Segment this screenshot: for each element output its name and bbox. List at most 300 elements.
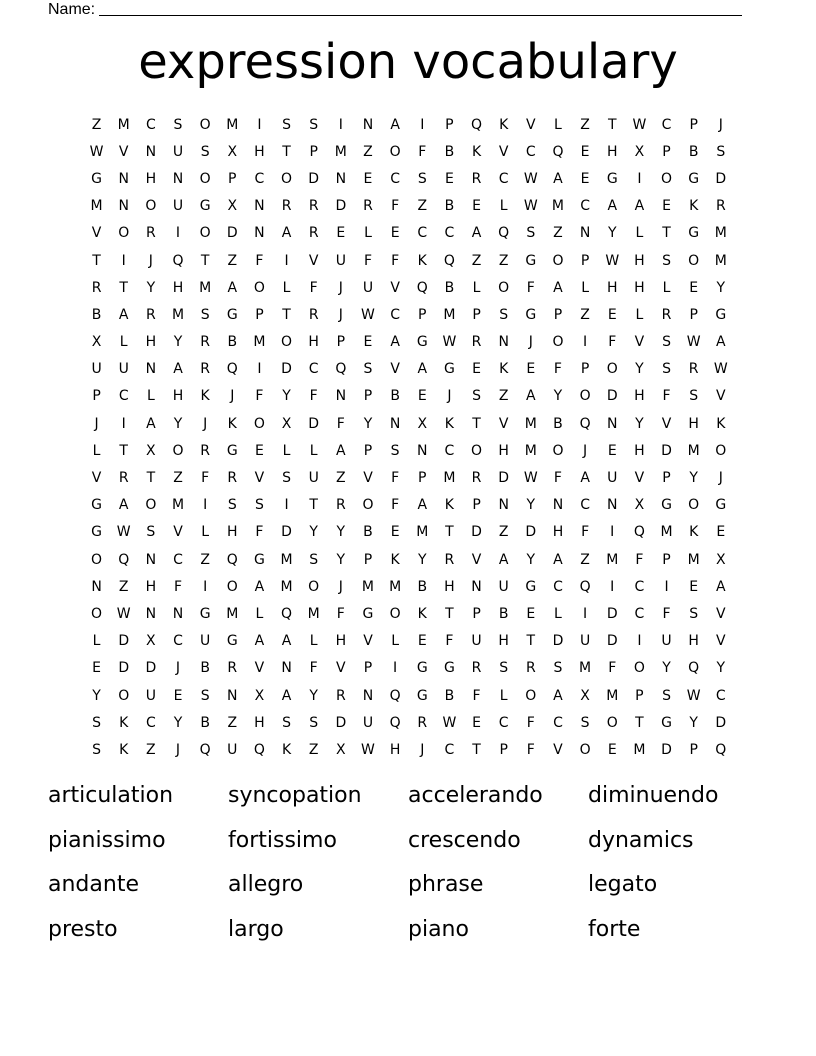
grid-letter: H	[254, 714, 265, 731]
grid-letter: G	[416, 334, 428, 351]
grid-letter: R	[471, 170, 482, 187]
grid-letter: K	[417, 605, 427, 622]
grid-letter: V	[390, 279, 400, 296]
grid-letter: P	[689, 741, 698, 758]
grid-letter: X	[634, 497, 645, 514]
grid-letter: U	[471, 633, 482, 650]
grid-letter: V	[390, 361, 400, 378]
grid-letter: W	[523, 470, 538, 487]
grid-letter: Q	[226, 551, 238, 568]
grid-letter: U	[227, 741, 238, 758]
grid-letter: O	[281, 334, 293, 351]
grid-letter: F	[526, 279, 535, 296]
grid-letter: A	[173, 361, 183, 378]
grid-letter: F	[662, 605, 671, 622]
grid-letter: K	[417, 252, 427, 269]
grid-letter: Y	[635, 415, 644, 432]
grid-letter: Q	[281, 605, 293, 622]
grid-letter: Y	[336, 524, 346, 541]
grid-letter: O	[579, 741, 591, 758]
grid-letter: R	[363, 198, 373, 215]
grid-letter: Z	[580, 116, 590, 133]
grid-letter: Z	[498, 252, 509, 269]
grid-letter: M	[90, 198, 103, 215]
grid-letter: E	[607, 442, 617, 459]
grid-letter: E	[472, 198, 481, 215]
grid-letter: M	[714, 252, 727, 269]
grid-letter: G	[525, 252, 537, 269]
grid-letter: Y	[553, 388, 563, 405]
grid-letter: U	[607, 470, 618, 487]
word-bank-item: diminuendo	[588, 783, 719, 808]
grid-letter: P	[689, 116, 698, 133]
grid-letter: D	[118, 660, 130, 677]
grid-letter: Y	[363, 415, 373, 432]
word-bank-item: phrase	[408, 872, 484, 897]
grid-letter: F	[608, 334, 617, 351]
grid-letter: T	[472, 415, 481, 432]
grid-letter: N	[335, 388, 347, 405]
grid-letter: E	[444, 170, 454, 187]
grid-letter: T	[472, 741, 481, 758]
grid-letter: C	[634, 605, 645, 622]
grid-letter: Y	[716, 279, 726, 296]
grid-letter: Q	[416, 279, 428, 296]
grid-letter: S	[526, 225, 536, 242]
grid-letter: D	[606, 633, 618, 650]
grid-letter: Q	[498, 225, 510, 242]
grid-letter: O	[362, 497, 374, 514]
grid-letter: E	[173, 687, 183, 704]
grid-letter: F	[201, 470, 210, 487]
grid-letter: X	[716, 551, 726, 568]
grid-letter: A	[281, 633, 292, 650]
grid-letter: V	[498, 143, 509, 160]
grid-letter: D	[498, 470, 510, 487]
grid-letter: T	[607, 116, 617, 133]
grid-letter: V	[363, 633, 373, 650]
grid-letter: H	[254, 143, 265, 160]
grid-letter: N	[389, 415, 401, 432]
grid-letter: M	[171, 497, 185, 514]
grid-letter: E	[580, 170, 590, 187]
grid-letter: X	[146, 442, 156, 459]
grid-letter: S	[227, 497, 237, 514]
grid-letter: M	[226, 116, 239, 133]
grid-letter: M	[443, 470, 456, 487]
grid-letter: F	[255, 388, 264, 405]
grid-letter: C	[661, 116, 672, 133]
grid-letter: M	[334, 143, 347, 160]
grid-letter: Z	[498, 388, 509, 405]
grid-letter: E	[417, 633, 427, 650]
grid-letter: L	[92, 442, 101, 459]
grid-letter: C	[308, 361, 319, 378]
grid-letter: G	[91, 170, 102, 187]
grid-letter: Z	[118, 578, 129, 595]
grid-letter: T	[445, 524, 454, 541]
grid-letter: C	[553, 578, 563, 595]
grid-letter: F	[309, 279, 318, 296]
grid-letter: I	[175, 225, 181, 242]
grid-letter: E	[689, 279, 699, 296]
grid-letter: V	[336, 660, 346, 677]
grid-letter: E	[363, 334, 373, 351]
grid-letter: N	[145, 361, 157, 378]
grid-letter: Z	[336, 470, 346, 487]
grid-letter: L	[282, 442, 291, 459]
grid-letter: S	[662, 361, 671, 378]
word-bank-item: articulation	[48, 783, 174, 808]
grid-letter: J	[583, 442, 588, 459]
grid-letter: H	[634, 442, 645, 459]
grid-letter: X	[417, 415, 428, 432]
grid-letter: X	[336, 741, 346, 758]
grid-letter: E	[472, 714, 481, 731]
grid-letter: Y	[526, 551, 536, 568]
grid-letter: I	[583, 605, 588, 622]
grid-letter: G	[661, 497, 672, 514]
grid-letter: Z	[227, 714, 238, 731]
grid-letter: R	[308, 306, 319, 323]
grid-letter: Y	[716, 660, 726, 677]
grid-letter: V	[118, 143, 129, 160]
grid-letter: M	[280, 551, 293, 568]
grid-letter: N	[227, 687, 238, 704]
grid-letter: T	[635, 714, 644, 731]
grid-letter: K	[471, 143, 482, 160]
grid-letter: F	[553, 361, 562, 378]
grid-letter: L	[201, 524, 210, 541]
grid-letter: H	[552, 524, 564, 541]
grid-letter: U	[308, 470, 319, 487]
grid-letter: A	[254, 578, 265, 595]
grid-letter: F	[255, 252, 264, 269]
grid-letter: K	[499, 116, 509, 133]
grid-letter: U	[200, 633, 211, 650]
grid-letter: C	[580, 198, 590, 215]
grid-letter: F	[526, 714, 535, 731]
grid-letter: R	[145, 225, 156, 242]
grid-letter: T	[662, 225, 671, 242]
grid-letter: U	[579, 633, 591, 650]
grid-letter: S	[689, 605, 699, 622]
grid-letter: F	[553, 470, 562, 487]
grid-letter: Q	[552, 143, 564, 160]
grid-letter: E	[526, 605, 536, 622]
grid-letter: U	[172, 143, 184, 160]
grid-letter: U	[118, 361, 129, 378]
grid-letter: P	[635, 687, 644, 704]
grid-letter: V	[716, 633, 726, 650]
grid-letter: R	[308, 225, 319, 242]
grid-letter: N	[118, 170, 129, 187]
grid-letter: F	[255, 524, 264, 541]
grid-letter: F	[173, 578, 183, 595]
grid-letter: L	[255, 605, 264, 622]
grid-letter: M	[117, 116, 130, 133]
grid-letter: R	[200, 442, 210, 459]
grid-letter: W	[713, 361, 728, 378]
grid-letter: L	[554, 605, 562, 622]
grid-letter: G	[226, 633, 238, 650]
grid-letter: Q	[579, 415, 591, 432]
grid-letter: U	[335, 252, 346, 269]
grid-letter: S	[200, 306, 210, 323]
grid-letter: O	[633, 660, 645, 677]
grid-letter: F	[391, 198, 400, 215]
grid-letter: D	[281, 524, 292, 541]
grid-letter: C	[390, 306, 400, 323]
grid-letter: X	[227, 143, 238, 160]
grid-letter: A	[553, 279, 563, 296]
grid-letter: L	[309, 442, 318, 459]
grid-letter: N	[91, 578, 102, 595]
grid-letter: R	[91, 279, 102, 296]
grid-letter: A	[716, 578, 726, 595]
grid-letter: S	[309, 714, 319, 731]
grid-letter: B	[91, 306, 102, 323]
grid-letter: F	[608, 660, 617, 677]
grid-letter: S	[92, 741, 102, 758]
grid-letter: K	[119, 741, 129, 758]
grid-letter: Q	[335, 361, 347, 378]
grid-letter: Y	[282, 388, 291, 405]
grid-letter: N	[607, 415, 618, 432]
grid-letter: I	[664, 578, 669, 595]
grid-letter: J	[338, 279, 343, 296]
name-underline[interactable]	[99, 0, 742, 16]
grid-letter: S	[173, 116, 183, 133]
grid-letter: S	[390, 442, 400, 459]
grid-letter: P	[472, 497, 481, 514]
grid-letter: T	[309, 497, 318, 514]
grid-letter: M	[687, 442, 700, 459]
grid-letter: M	[389, 578, 402, 595]
grid-letter: E	[662, 198, 671, 215]
grid-letter: V	[91, 225, 102, 242]
grid-letter: I	[637, 633, 642, 650]
grid-letter: E	[254, 442, 264, 459]
grid-letter: R	[227, 660, 238, 677]
grid-letter: W	[605, 252, 620, 269]
grid-letter: M	[524, 442, 537, 459]
grid-letter: L	[146, 388, 155, 405]
word-bank-item: dynamics	[588, 827, 694, 853]
grid-letter: L	[364, 225, 372, 242]
grid-letter: G	[226, 442, 238, 459]
grid-letter: C	[118, 388, 129, 405]
word-bank-item: largo	[228, 916, 284, 942]
grid-letter: A	[417, 361, 428, 378]
grid-letter: L	[391, 633, 400, 650]
word-bank-item: fortissimo	[228, 827, 337, 853]
grid-letter: E	[716, 524, 726, 541]
grid-letter: I	[610, 524, 615, 541]
grid-letter: O	[552, 442, 564, 459]
grid-letter: S	[716, 143, 726, 160]
grid-letter: L	[662, 279, 671, 296]
grid-letter: I	[393, 660, 398, 677]
grid-letter: B	[444, 279, 455, 296]
grid-letter: F	[635, 551, 644, 568]
word-bank-item: legato	[588, 872, 658, 897]
grid-letter: K	[716, 415, 726, 432]
grid-letter: D	[308, 415, 320, 432]
grid-letter: R	[281, 198, 292, 215]
grid-letter: D	[715, 170, 727, 187]
grid-letter: B	[444, 198, 455, 215]
grid-letter: A	[146, 415, 156, 432]
grid-letter: E	[390, 225, 400, 242]
grid-letter: O	[471, 442, 483, 459]
grid-letter: R	[525, 660, 536, 677]
grid-letter: V	[471, 551, 482, 568]
grid-letter: W	[686, 687, 701, 704]
grid-letter: C	[145, 714, 156, 731]
grid-letter: J	[338, 306, 343, 323]
grid-letter: N	[145, 605, 157, 622]
grid-letter: F	[526, 741, 535, 758]
grid-letter: N	[172, 170, 184, 187]
grid-letter: E	[526, 361, 536, 378]
grid-letter: H	[145, 334, 157, 351]
grid-letter: L	[119, 334, 128, 351]
grid-letter: Y	[662, 660, 671, 677]
grid-letter: I	[284, 252, 289, 269]
grid-letter: E	[607, 741, 617, 758]
grid-letter: B	[200, 714, 210, 731]
grid-letter: K	[390, 551, 400, 568]
grid-letter: E	[580, 143, 590, 160]
grid-letter: C	[390, 170, 400, 187]
grid-letter: Z	[308, 741, 319, 758]
grid-letter: Q	[443, 252, 455, 269]
grid-letter: I	[284, 497, 289, 514]
grid-letter: S	[92, 714, 102, 731]
grid-letter: T	[445, 605, 454, 622]
grid-letter: D	[281, 361, 292, 378]
grid-letter: O	[145, 198, 157, 215]
grid-letter: V	[91, 470, 102, 487]
grid-letter: L	[499, 687, 508, 704]
grid-letter: L	[499, 198, 508, 215]
grid-letter: N	[254, 198, 265, 215]
grid-letter: G	[199, 605, 211, 622]
grid-letter: P	[255, 306, 264, 323]
grid-letter: E	[336, 225, 346, 242]
grid-letter: S	[282, 470, 291, 487]
grid-letter: L	[635, 225, 644, 242]
grid-letter: M	[171, 306, 185, 323]
grid-letter: M	[524, 415, 537, 432]
word-bank-item: andante	[48, 872, 139, 897]
grid-letter: A	[716, 334, 726, 351]
grid-letter: E	[689, 578, 699, 595]
grid-letter: K	[689, 198, 699, 215]
grid-letter: U	[172, 198, 184, 215]
grid-letter: S	[309, 116, 319, 133]
grid-letter: Q	[579, 578, 591, 595]
grid-letter: S	[580, 714, 590, 731]
grid-letter: Y	[526, 497, 536, 514]
grid-letter: R	[335, 687, 346, 704]
grid-letter: L	[309, 633, 318, 650]
grid-letter: J	[338, 578, 343, 595]
grid-letter: F	[418, 143, 427, 160]
grid-letter: G	[416, 660, 428, 677]
grid-letter: H	[606, 143, 618, 160]
grid-letter: S	[499, 306, 509, 323]
grid-letter: W	[89, 143, 104, 160]
word-bank-item: crescendo	[408, 827, 521, 853]
grid-letter: H	[498, 442, 509, 459]
grid-letter: G	[416, 687, 428, 704]
grid-letter: Q	[253, 741, 265, 758]
grid-letter: P	[445, 116, 454, 133]
grid-letter: Q	[389, 714, 401, 731]
grid-letter: J	[420, 741, 425, 758]
grid-letter: Y	[173, 415, 183, 432]
grid-letter: Z	[227, 252, 238, 269]
grid-letter: A	[526, 388, 536, 405]
grid-letter: C	[715, 687, 726, 704]
word-bank-item: presto	[48, 916, 118, 942]
grid-letter: P	[92, 388, 101, 405]
grid-letter: S	[553, 660, 563, 677]
grid-letter: L	[581, 279, 589, 296]
grid-letter: R	[200, 361, 210, 378]
grid-letter: R	[471, 660, 482, 677]
grid-letter: I	[583, 334, 588, 351]
grid-letter: K	[119, 714, 129, 731]
grid-letter: A	[118, 497, 129, 514]
grid-letter: Z	[417, 198, 428, 215]
page-title: expression vocabulary	[138, 34, 678, 90]
grid-letter: S	[662, 334, 671, 351]
grid-letter: D	[471, 524, 482, 541]
word-bank-item: allegro	[228, 872, 304, 897]
grid-letter: O	[389, 143, 401, 160]
grid-letter: R	[227, 470, 238, 487]
grid-letter: P	[662, 551, 671, 568]
grid-letter: K	[689, 524, 699, 541]
grid-letter: O	[199, 116, 211, 133]
grid-letter: G	[91, 497, 102, 514]
grid-letter: Q	[471, 116, 483, 133]
grid-letter: M	[606, 687, 619, 704]
grid-letter: J	[175, 741, 181, 758]
grid-letter: V	[498, 415, 509, 432]
grid-letter: W	[116, 605, 131, 622]
grid-letter: B	[200, 660, 210, 677]
grid-letter: A	[607, 198, 618, 215]
grid-letter: D	[661, 741, 672, 758]
grid-letter: W	[361, 306, 375, 323]
grid-letter: F	[336, 415, 345, 432]
grid-letter: Z	[580, 551, 590, 568]
name-field[interactable]	[48, 0, 748, 19]
grid-letter: P	[363, 388, 373, 405]
grid-letter: R	[308, 198, 319, 215]
grid-letter: C	[444, 741, 455, 758]
grid-letter: U	[362, 279, 374, 296]
grid-letter: E	[363, 170, 373, 187]
grid-letter: M	[551, 198, 564, 215]
grid-letter: D	[606, 388, 618, 405]
grid-letter: B	[688, 143, 699, 160]
grid-letter: N	[417, 442, 428, 459]
